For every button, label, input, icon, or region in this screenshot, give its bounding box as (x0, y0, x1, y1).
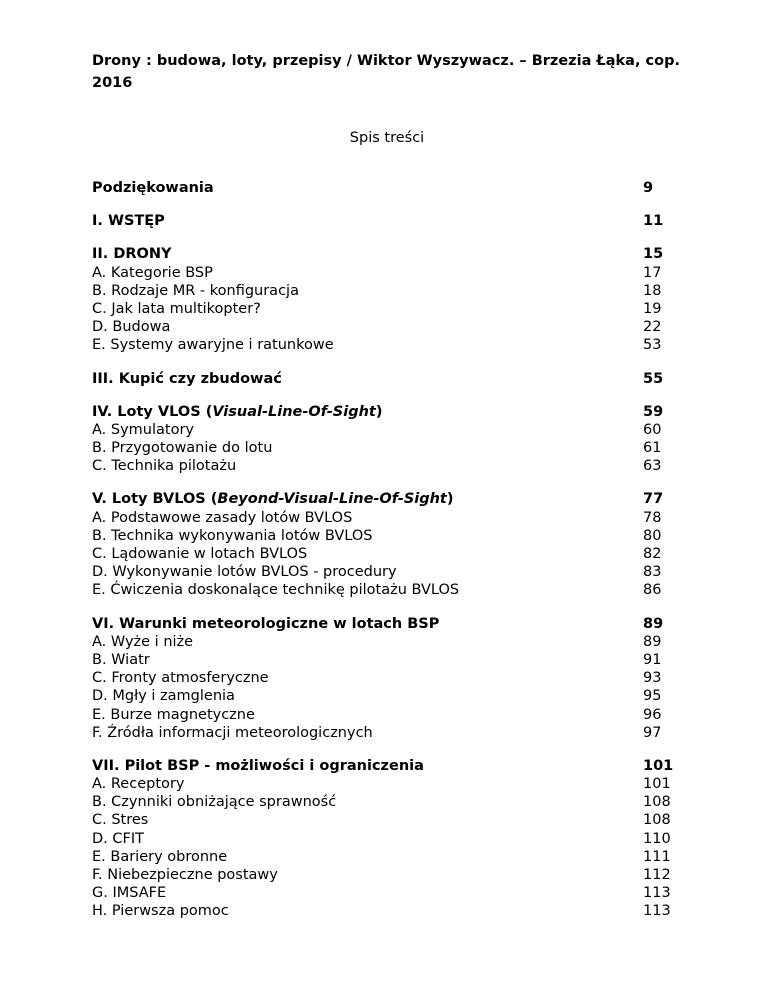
toc-entry (92, 509, 682, 527)
chapter-page-number: 59 (643, 403, 664, 420)
toc-entry-page-number: 96 (643, 706, 662, 723)
toc-entry-label: A. Receptory (92, 776, 185, 793)
toc-entry-label: H. Pierwsza pomoc (92, 903, 229, 920)
toc-entry (92, 775, 682, 793)
toc-entry-page-number: 89 (643, 633, 662, 650)
toc-entry-page-number: 113 (643, 903, 671, 920)
chapter-title-italic: Visual-Line-Of-Sight (212, 403, 376, 420)
toc-entry-page-number: 111 (643, 848, 671, 865)
toc-section (92, 370, 682, 388)
toc-entry (92, 264, 682, 282)
toc-entry (92, 545, 682, 563)
chapter-page-number: 11 (643, 213, 664, 230)
chapter-title-text: I. WSTĘP (92, 213, 165, 230)
chapter-title-text: III. Kupić czy zbudować (92, 370, 282, 387)
toc-entry-page-number: 83 (643, 564, 662, 581)
toc-entry-label: A. Symulatory (92, 421, 194, 438)
chapter-title (92, 490, 454, 508)
toc-entry-label: C. Technika pilotażu (92, 458, 237, 475)
toc-entry (92, 581, 682, 599)
toc-entry-label: F. Niebezpieczne postawy (92, 867, 278, 883)
chapter-title (92, 212, 165, 230)
chapter-title-text: V. Loty BVLOS ( (92, 491, 218, 508)
chapter-page-number: 89 (643, 615, 664, 632)
toc-entry-label: D. Mgły i zamglenia (92, 688, 235, 705)
toc-entry-page-number: 110 (643, 830, 671, 847)
toc-entry-label: B. Przygotowanie do lotu (92, 440, 273, 457)
chapter-title-text: Podziękowania (92, 180, 214, 196)
chapter-page-number: 101 (643, 757, 674, 774)
toc-entry (92, 318, 682, 336)
chapter-title (92, 370, 282, 388)
toc-entry-page-number: 60 (643, 421, 662, 438)
toc-entry (92, 884, 682, 902)
toc-entry-page-number: 22 (643, 319, 662, 336)
toc-entry (92, 830, 682, 848)
chapter-page-number: 9 (643, 180, 654, 196)
toc-entry (92, 300, 682, 318)
toc-entry-page-number: 108 (643, 794, 671, 811)
chapter-title-italic: Beyond-Visual-Line-Of-Sight (217, 491, 447, 508)
toc-entry (92, 563, 682, 581)
chapter-title-text: II. DRONY (92, 246, 172, 263)
toc-section (92, 757, 682, 921)
toc-chapter-heading (92, 370, 682, 388)
chapter-title-suffix: ) (446, 491, 454, 508)
toc-entry-label: B. Czynniki obniżające sprawność (92, 794, 337, 811)
toc-entry (92, 669, 682, 687)
toc-entry (92, 633, 682, 651)
toc-entry (92, 651, 682, 669)
toc-entry-label: D. Budowa (92, 319, 171, 336)
toc-chapter-heading (92, 212, 682, 230)
toc-entry (92, 336, 682, 354)
toc-entry-label: A. Wyże i niże (92, 633, 194, 650)
toc-entry (92, 793, 682, 811)
chapter-title (92, 179, 214, 197)
toc-entry (92, 724, 682, 742)
bibliographic-citation: Drony : budowa, loty, przepisy / Wiktor Wyszywacz. – Brzezia Łąka, cop. 2016 (92, 53, 680, 91)
toc-entry-label: E. Burze magnetyczne (92, 706, 255, 723)
toc-entry-page-number: 78 (643, 509, 662, 526)
toc-entry-page-number: 80 (643, 527, 662, 544)
toc-entry-page-number: 101 (643, 776, 671, 793)
toc-entry (92, 811, 682, 829)
toc-entry-label: B. Rodzaje MR - konfiguracja (92, 282, 299, 299)
table-of-contents (92, 179, 682, 921)
chapter-title (92, 403, 382, 421)
toc-entry (92, 527, 682, 545)
chapter-page-number: 77 (643, 491, 664, 508)
toc-entry-label: C. Jak lata multikopter? (92, 300, 261, 317)
chapter-title-suffix: ) (375, 403, 383, 420)
toc-entry-label: C. Lądowanie w lotach BVLOS (92, 546, 308, 562)
toc-entry-page-number: 93 (643, 670, 662, 687)
toc-chapter-heading (92, 615, 682, 633)
toc-entry-page-number: 63 (643, 458, 662, 475)
toc-section (92, 212, 682, 230)
toc-section (92, 615, 682, 742)
toc-entry-label: C. Fronty atmosferyczne (92, 670, 269, 687)
toc-entry-page-number: 53 (643, 337, 662, 354)
toc-entry (92, 439, 682, 457)
toc-entry-page-number: 17 (643, 264, 662, 281)
toc-entry-label: B. Technika wykonywania lotów BVLOS (92, 527, 373, 544)
toc-entry-label: G. IMSAFE (92, 885, 167, 902)
toc-entry (92, 687, 682, 705)
toc-entry-label: A. Kategorie BSP (92, 264, 213, 281)
toc-entry-label: E. Systemy awaryjne i ratunkowe (92, 337, 334, 354)
chapter-title (92, 245, 172, 263)
toc-chapter-heading (92, 245, 682, 263)
toc-entry-page-number: 61 (643, 440, 662, 457)
toc-entry-page-number: 19 (643, 300, 662, 317)
toc-chapter-heading (92, 757, 682, 775)
toc-entry-page-number: 112 (643, 867, 671, 883)
toc-entry-page-number: 82 (643, 546, 662, 562)
toc-entry (92, 421, 682, 439)
chapter-title-text: VI. Warunki meteorologiczne w lotach BSP (92, 615, 440, 632)
toc-chapter-heading (92, 403, 682, 421)
toc-entry-label: E. Ćwiczenia doskonalące technikę pilotażu BVLOS (92, 582, 460, 599)
toc-section (92, 245, 682, 354)
toc-entry (92, 848, 682, 866)
toc-entry-page-number: 108 (643, 812, 671, 829)
toc-entry-page-number: 18 (643, 282, 662, 299)
toc-entry-page-number: 97 (643, 724, 662, 741)
toc-section (92, 490, 682, 599)
chapter-title (92, 615, 439, 633)
toc-entry-page-number: 86 (643, 582, 662, 599)
chapter-page-number: 15 (643, 246, 664, 263)
toc-chapter-heading (92, 179, 682, 197)
toc-entry-label: C. Stres (92, 812, 149, 829)
toc-entry-label: B. Wiatr (92, 651, 150, 668)
chapter-page-number: 55 (643, 370, 664, 387)
toc-entry-page-number: 91 (643, 651, 662, 668)
toc-section (92, 403, 682, 476)
document-page (92, 50, 682, 936)
toc-entry (92, 282, 682, 300)
toc-title: Spis treści (349, 130, 425, 146)
toc-entry (92, 457, 682, 475)
toc-entry-label: A. Podstawowe zasady lotów BVLOS (92, 509, 353, 526)
chapter-title (92, 757, 424, 775)
toc-entry-label: F. Źródła informacji meteorologicznych (92, 724, 373, 741)
toc-entry-page-number: 113 (643, 885, 671, 902)
chapter-title-text: VII. Pilot BSP - możliwości i ograniczenia (92, 757, 424, 774)
toc-chapter-heading (92, 490, 682, 508)
toc-entry (92, 706, 682, 724)
toc-entry-label: D. CFIT (92, 830, 144, 847)
toc-entry (92, 866, 682, 884)
toc-entry-page-number: 95 (643, 688, 662, 705)
toc-section (92, 179, 682, 197)
toc-entry-label: E. Bariery obronne (92, 848, 228, 865)
toc-entry-label: D. Wykonywanie lotów BVLOS - procedury (92, 564, 397, 581)
chapter-title-text: IV. Loty VLOS ( (92, 403, 213, 420)
toc-entry (92, 902, 682, 920)
